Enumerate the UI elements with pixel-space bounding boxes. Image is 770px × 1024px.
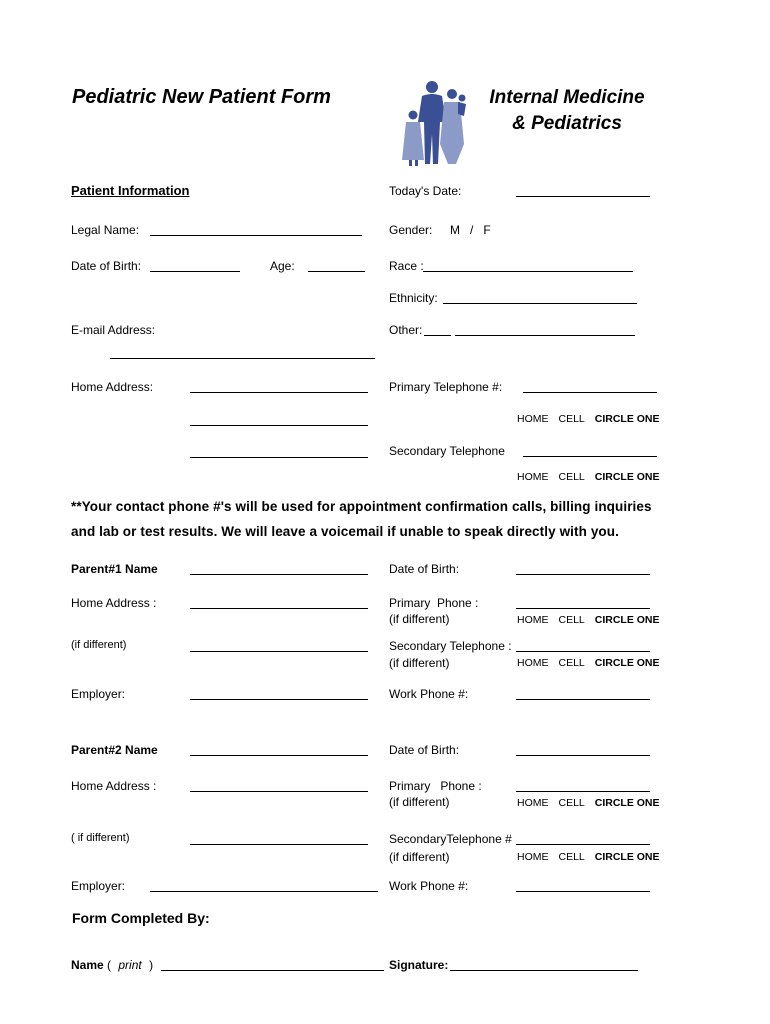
dob-field[interactable]: [150, 271, 240, 272]
parent1-dob-label: Date of Birth:: [389, 562, 460, 576]
parent1-alt-address-field[interactable]: [190, 651, 368, 652]
home-address-label: Home Address:: [71, 380, 154, 394]
parent2-work-phone-field[interactable]: [516, 891, 650, 892]
legal-name-field[interactable]: [150, 235, 362, 236]
print-hint: print: [118, 958, 142, 972]
parent1-dob-field[interactable]: [516, 574, 650, 575]
parent1-name-field[interactable]: [190, 574, 368, 575]
practice-name-line1: Internal Medicine: [489, 87, 645, 108]
signature-field[interactable]: [450, 970, 638, 971]
home-option[interactable]: HOME: [517, 471, 549, 483]
parent1-home-address-label: Home Address :: [71, 596, 157, 610]
secondary-phone-label: Secondary Telephone: [389, 444, 505, 458]
paren-close: ): [149, 958, 154, 972]
gender-options[interactable]: M / F: [450, 223, 491, 237]
paren-open: (: [107, 958, 112, 972]
other-short-field[interactable]: [424, 335, 451, 336]
parent2-name-label: Parent#2 Name: [71, 743, 158, 757]
dob-label: Date of Birth:: [71, 259, 142, 273]
parent2-dob-field[interactable]: [516, 755, 650, 756]
contact-notice-line2: and lab or test results. We will leave a voicemail if unable to speak directly with you.: [71, 524, 619, 539]
age-field[interactable]: [308, 271, 365, 272]
primary-phone-label: Primary Telephone #:: [389, 380, 503, 394]
practice-name-line2: & Pediatrics: [512, 113, 622, 134]
parent1-if-different-a: (if different): [389, 612, 450, 626]
parent2-primary-phone-field[interactable]: [516, 791, 650, 792]
other-field[interactable]: [455, 335, 635, 336]
cell-option[interactable]: CELL: [558, 614, 585, 626]
completed-name-label: [71, 959, 153, 971]
home-address-field-1[interactable]: [190, 392, 368, 393]
circle-one-label: CIRCLE ONE: [594, 657, 660, 669]
secondary-phone-field[interactable]: [523, 456, 657, 457]
cell-option[interactable]: CELL: [558, 657, 585, 669]
parent1-employer-label: Employer:: [71, 687, 126, 701]
parent1-secondary-phone-field[interactable]: [516, 651, 650, 652]
race-label: Race :: [389, 259, 424, 273]
parent1-primary-phone-field[interactable]: [516, 608, 650, 609]
parent1-primary-phone-label: Primary Phone :: [389, 596, 479, 610]
secondary-phone-type[interactable]: [517, 472, 660, 483]
name-label: Name: [71, 958, 104, 972]
circle-one-label: CIRCLE ONE: [594, 797, 660, 809]
email-label: E-mail Address:: [71, 323, 156, 337]
other-label: Other:: [389, 323, 423, 337]
primary-phone-field[interactable]: [523, 392, 657, 393]
parent2-alt-address-field[interactable]: [190, 844, 368, 845]
parent2-if-different-b: (if different): [389, 850, 450, 864]
parent1-if-different-left: (if different): [71, 639, 127, 651]
todays-date-field[interactable]: [516, 196, 650, 197]
parent2-work-phone-label: Work Phone #:: [389, 879, 469, 893]
form-title: Pediatric New Patient Form: [72, 86, 331, 108]
parent2-employer-field[interactable]: [150, 891, 378, 892]
parent1-secondary-phone-label: Secondary Telephone :: [389, 639, 512, 653]
cell-option[interactable]: CELL: [558, 471, 585, 483]
ethnicity-field[interactable]: [443, 303, 637, 304]
signature-label: Signature:: [389, 958, 449, 972]
parent2-home-address-field[interactable]: [190, 791, 368, 792]
parent2-if-different-left: ( if different): [71, 832, 130, 844]
legal-name-label: Legal Name:: [71, 223, 140, 237]
parent1-work-phone-field[interactable]: [516, 699, 650, 700]
cell-option[interactable]: CELL: [558, 413, 585, 425]
cell-option[interactable]: CELL: [558, 797, 585, 809]
parent2-secondary-phone-label: SecondaryTelephone #: [389, 832, 512, 846]
parent1-name-label: Parent#1 Name: [71, 562, 158, 576]
parent2-secondary-phone-field[interactable]: [516, 844, 650, 845]
parent2-secondary-phone-type[interactable]: [517, 852, 660, 863]
circle-one-label: CIRCLE ONE: [594, 413, 660, 425]
gender-label: Gender:: [389, 223, 433, 237]
parent2-employer-label: Employer:: [71, 879, 126, 893]
home-address-field-2[interactable]: [190, 425, 368, 426]
parent2-primary-phone-type[interactable]: [517, 798, 660, 809]
form-completed-heading: Form Completed By:: [72, 910, 210, 926]
parent1-employer-field[interactable]: [190, 699, 368, 700]
parent1-if-different-b: (if different): [389, 656, 450, 670]
age-label: Age:: [270, 259, 295, 273]
patient-section-label: Patient Information: [71, 183, 190, 198]
primary-phone-type[interactable]: [517, 414, 660, 425]
home-option[interactable]: HOME: [517, 657, 549, 669]
home-address-field-3[interactable]: [190, 457, 368, 458]
family-logo-icon: [402, 78, 468, 166]
parent2-home-address-label: Home Address :: [71, 779, 157, 793]
todays-date-label: Today's Date:: [389, 184, 462, 198]
parent1-work-phone-label: Work Phone #:: [389, 687, 469, 701]
circle-one-label: CIRCLE ONE: [594, 471, 660, 483]
parent2-dob-label: Date of Birth:: [389, 743, 460, 757]
parent1-secondary-phone-type[interactable]: [517, 658, 660, 669]
home-option[interactable]: HOME: [517, 797, 549, 809]
circle-one-label: CIRCLE ONE: [594, 851, 660, 863]
parent2-primary-phone-label: Primary Phone :: [389, 779, 482, 793]
cell-option[interactable]: CELL: [558, 851, 585, 863]
home-option[interactable]: HOME: [517, 851, 549, 863]
home-option[interactable]: HOME: [517, 413, 549, 425]
completed-name-field[interactable]: [161, 970, 384, 971]
email-field[interactable]: [110, 358, 375, 359]
ethnicity-label: Ethnicity:: [389, 291, 438, 305]
contact-notice-line1: **Your contact phone #'s will be used for appointment confirmation calls, billing inquiries: [71, 499, 652, 514]
circle-one-label: CIRCLE ONE: [594, 614, 660, 626]
parent2-if-different-a: (if different): [389, 795, 450, 809]
parent1-primary-phone-type[interactable]: [517, 615, 660, 626]
race-field[interactable]: [423, 271, 633, 272]
parent2-name-field[interactable]: [190, 755, 368, 756]
home-option[interactable]: HOME: [517, 614, 549, 626]
parent1-home-address-field[interactable]: [190, 608, 368, 609]
